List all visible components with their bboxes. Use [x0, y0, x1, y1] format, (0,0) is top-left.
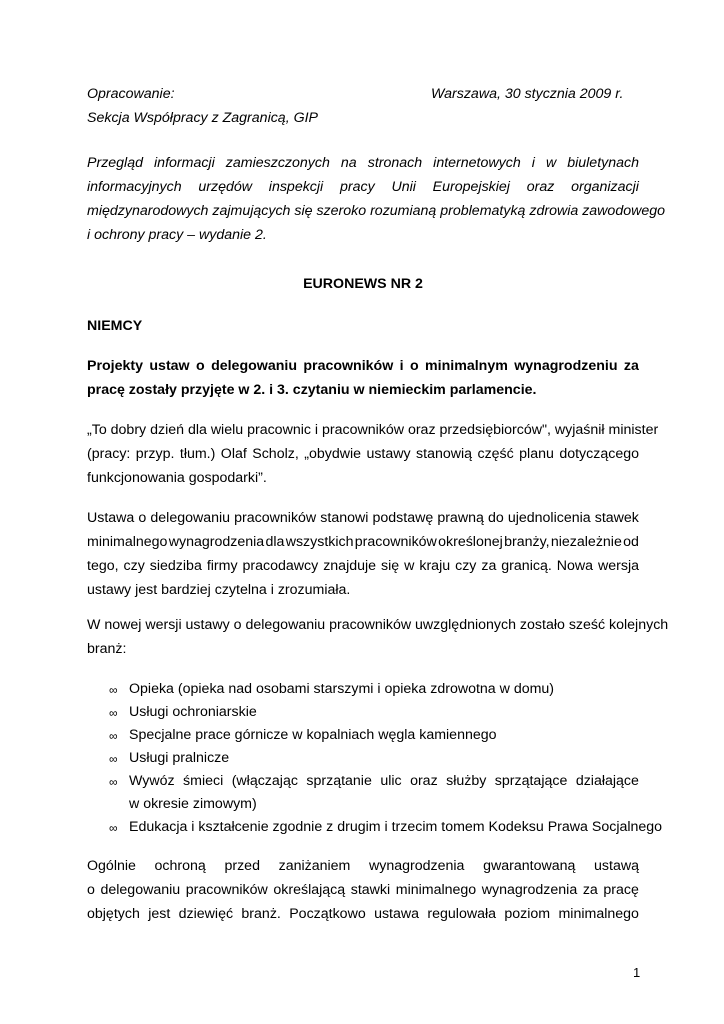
- word: znajduje: [323, 558, 377, 574]
- word: (włączając: [231, 773, 298, 789]
- document-date: Warszawa, 30 stycznia 2009 r.: [431, 86, 624, 102]
- word: poziom: [504, 906, 551, 922]
- word: minimalnego: [87, 534, 168, 550]
- word: dla: [265, 534, 285, 550]
- word: minimalnego: [558, 906, 639, 922]
- author-section: Sekcja Współpracy z Zagranicą, GIP: [87, 110, 319, 126]
- word: stanowi: [320, 510, 369, 526]
- word: stanowią: [416, 446, 473, 462]
- infinity-bullet-icon: ∞: [109, 821, 118, 835]
- word: w: [545, 155, 557, 171]
- word: o: [409, 358, 419, 374]
- word: śmieci: [183, 773, 224, 789]
- text-line: [87, 470, 639, 486]
- word: niezależnie: [550, 534, 622, 550]
- word: pracowników: [354, 534, 437, 550]
- word: delegowaniu: [100, 882, 181, 898]
- word: gwarantowaną: [483, 858, 576, 874]
- word: się: [381, 558, 400, 574]
- word: przed: [224, 858, 260, 874]
- word: wersja: [598, 558, 639, 574]
- text-line: [87, 558, 639, 574]
- word: ustawy: [366, 446, 411, 462]
- text-line: [87, 155, 639, 171]
- word: wynagrodzeniu: [514, 358, 618, 374]
- word: delegowaniu: [211, 358, 297, 374]
- word: wynagrodzenia: [481, 882, 578, 898]
- word: określającą: [273, 882, 346, 898]
- word: tego,: [87, 558, 119, 574]
- word: pracę zostały przyjęte w 2. i 3. czytaniu w niemieckim parlamencie.: [87, 382, 537, 398]
- list-item-text: Specjalne prace górnicze w kopalniach węgla kamiennego: [129, 727, 497, 743]
- word: „To dobry dzień dla wielu pracownic i pracowników oraz przedsiębiorców", wyjaśnił minister: [87, 422, 659, 438]
- word: informacyjnych: [87, 179, 182, 195]
- word: planu: [519, 446, 554, 462]
- word: ustawą: [594, 858, 639, 874]
- word: Nowa: [556, 558, 594, 574]
- word: oraz: [410, 773, 438, 789]
- author-label: Opracowanie:: [87, 86, 175, 102]
- word: czy: [123, 558, 145, 574]
- word: oraz: [526, 179, 555, 195]
- word: działające: [575, 773, 639, 789]
- word: Unii: [391, 179, 416, 195]
- word: siedziba: [149, 558, 202, 574]
- word: sprzątające: [494, 773, 568, 789]
- word: branży,: [504, 534, 550, 550]
- word: W nowej wersji ustawy o delegowaniu pracowników uwzględnionych zostało sześć kolejnych: [87, 617, 669, 633]
- word: objętych: [87, 906, 140, 922]
- word: stawek: [594, 510, 639, 526]
- list-item-text: Opieka (opieka nad osobami starszymi i opieka zdrowotna w domu): [129, 681, 555, 697]
- word: Europejskiej: [432, 179, 510, 195]
- word: służby: [446, 773, 487, 789]
- word: inspekcji: [268, 179, 324, 195]
- word: o: [196, 358, 205, 374]
- infinity-bullet-icon: ∞: [109, 752, 118, 766]
- text-line: [87, 858, 639, 874]
- word: określonej: [438, 534, 503, 550]
- word: „obydwie: [304, 446, 361, 462]
- word: branż.: [241, 906, 281, 922]
- word: ujednolicenia: [507, 510, 591, 526]
- word: minimalnym: [425, 358, 508, 374]
- word: pracowników: [234, 510, 317, 526]
- text-line: [87, 617, 669, 633]
- word: firmy: [206, 558, 238, 574]
- word: sprzątanie: [306, 773, 372, 789]
- text-line: [87, 534, 639, 550]
- infinity-bullet-icon: ∞: [109, 706, 118, 720]
- word: pracodawcy: [242, 558, 319, 574]
- word: ulic: [380, 773, 402, 789]
- list-item-text: w okresie zimowym): [129, 796, 257, 812]
- word: regulowała: [427, 906, 497, 922]
- word: w: [404, 558, 415, 574]
- word: ustawa: [374, 906, 420, 922]
- text-line: [87, 906, 639, 922]
- infinity-bullet-icon: ∞: [109, 683, 118, 697]
- text-line: [87, 641, 639, 657]
- infinity-bullet-icon: ∞: [109, 775, 118, 789]
- word: i: [531, 155, 535, 171]
- word: Ustawa: [87, 510, 135, 526]
- page-number: 1: [633, 965, 641, 980]
- word: wynagrodzenia: [369, 858, 465, 874]
- word: przyp.: [135, 446, 175, 462]
- list-item-text: Usługi ochroniarskie: [129, 704, 257, 720]
- word: Scholz,: [252, 446, 299, 462]
- word: internetowych: [433, 155, 521, 171]
- word: (pracy:: [87, 446, 131, 462]
- word: organizacji: [571, 179, 639, 195]
- text-line: [87, 179, 639, 195]
- word: za: [623, 358, 639, 374]
- word: delegowaniu: [150, 510, 231, 526]
- word: o: [138, 510, 147, 526]
- word: pracę: [603, 882, 639, 898]
- word: podstawę: [372, 510, 434, 526]
- word: czy: [455, 558, 477, 574]
- word: Początkowo: [289, 906, 366, 922]
- word: wynagrodzenia: [168, 534, 265, 550]
- document-page: [87, 0, 669, 1024]
- infinity-bullet-icon: ∞: [109, 729, 118, 743]
- word: Przegląd: [87, 155, 143, 171]
- text-line: [87, 582, 639, 598]
- word: granicą.: [501, 558, 552, 574]
- word: za: [582, 882, 598, 898]
- word: jest: [148, 906, 171, 922]
- document-title: EURONEWS NR 2: [303, 276, 423, 292]
- word: ustawy jest bardziej czytelna i zrozumiała.: [87, 582, 351, 598]
- text-line: [87, 227, 639, 243]
- word: Wywóz: [129, 773, 175, 789]
- word: Olaf: [220, 446, 247, 462]
- text-line: [87, 882, 639, 898]
- word: funkcjonowania gospodarki”.: [87, 470, 267, 486]
- text-line: [87, 203, 666, 219]
- word: ustaw: [149, 358, 190, 374]
- word: prawną: [437, 510, 484, 526]
- word: biuletynach: [567, 155, 639, 171]
- word: dotyczącego: [559, 446, 639, 462]
- country-heading: NIEMCY: [87, 318, 143, 334]
- word: pracy: [339, 179, 375, 195]
- word: branż:: [87, 641, 127, 657]
- word: pracowników: [303, 358, 394, 374]
- word: zaniżaniem: [278, 858, 351, 874]
- word: urzędów: [198, 179, 253, 195]
- text-line: [87, 446, 639, 462]
- word: międzynarodowych zajmujących się szeroko rozumianą problematyką zdrowia zawodowego: [87, 203, 666, 219]
- word: za: [481, 558, 497, 574]
- word: do: [487, 510, 504, 526]
- text-line: [87, 510, 639, 526]
- word: Ogólnie: [87, 858, 136, 874]
- word: o: [87, 882, 95, 898]
- text-line: [87, 358, 639, 374]
- text-line: [87, 382, 639, 398]
- word: na: [340, 155, 357, 171]
- word: stawki: [350, 882, 391, 898]
- word: część: [477, 446, 514, 462]
- word: Projekty: [87, 358, 143, 374]
- word: ochroną: [154, 858, 206, 874]
- word: od: [623, 534, 639, 550]
- word: minimalnego: [395, 882, 477, 898]
- word: stronach: [367, 155, 423, 171]
- word: dziewięć: [178, 906, 234, 922]
- word: kraju: [419, 558, 451, 574]
- word: i ochrony pracy – wydanie 2.: [87, 227, 267, 243]
- word: pracowników: [185, 882, 268, 898]
- list-item-text: [129, 773, 639, 789]
- word: tłum.): [179, 446, 216, 462]
- word: i: [399, 358, 404, 374]
- word: zamieszczonych: [225, 155, 330, 171]
- word: wszystkich: [285, 534, 354, 550]
- list-item-text: Usługi pralnicze: [129, 750, 230, 766]
- word: informacji: [154, 155, 215, 171]
- text-line: [87, 422, 659, 438]
- list-item-text: Edukacja i kształcenie zgodnie z drugim i trzecim tomem Kodeksu Prawa Socjalnego: [129, 819, 663, 835]
